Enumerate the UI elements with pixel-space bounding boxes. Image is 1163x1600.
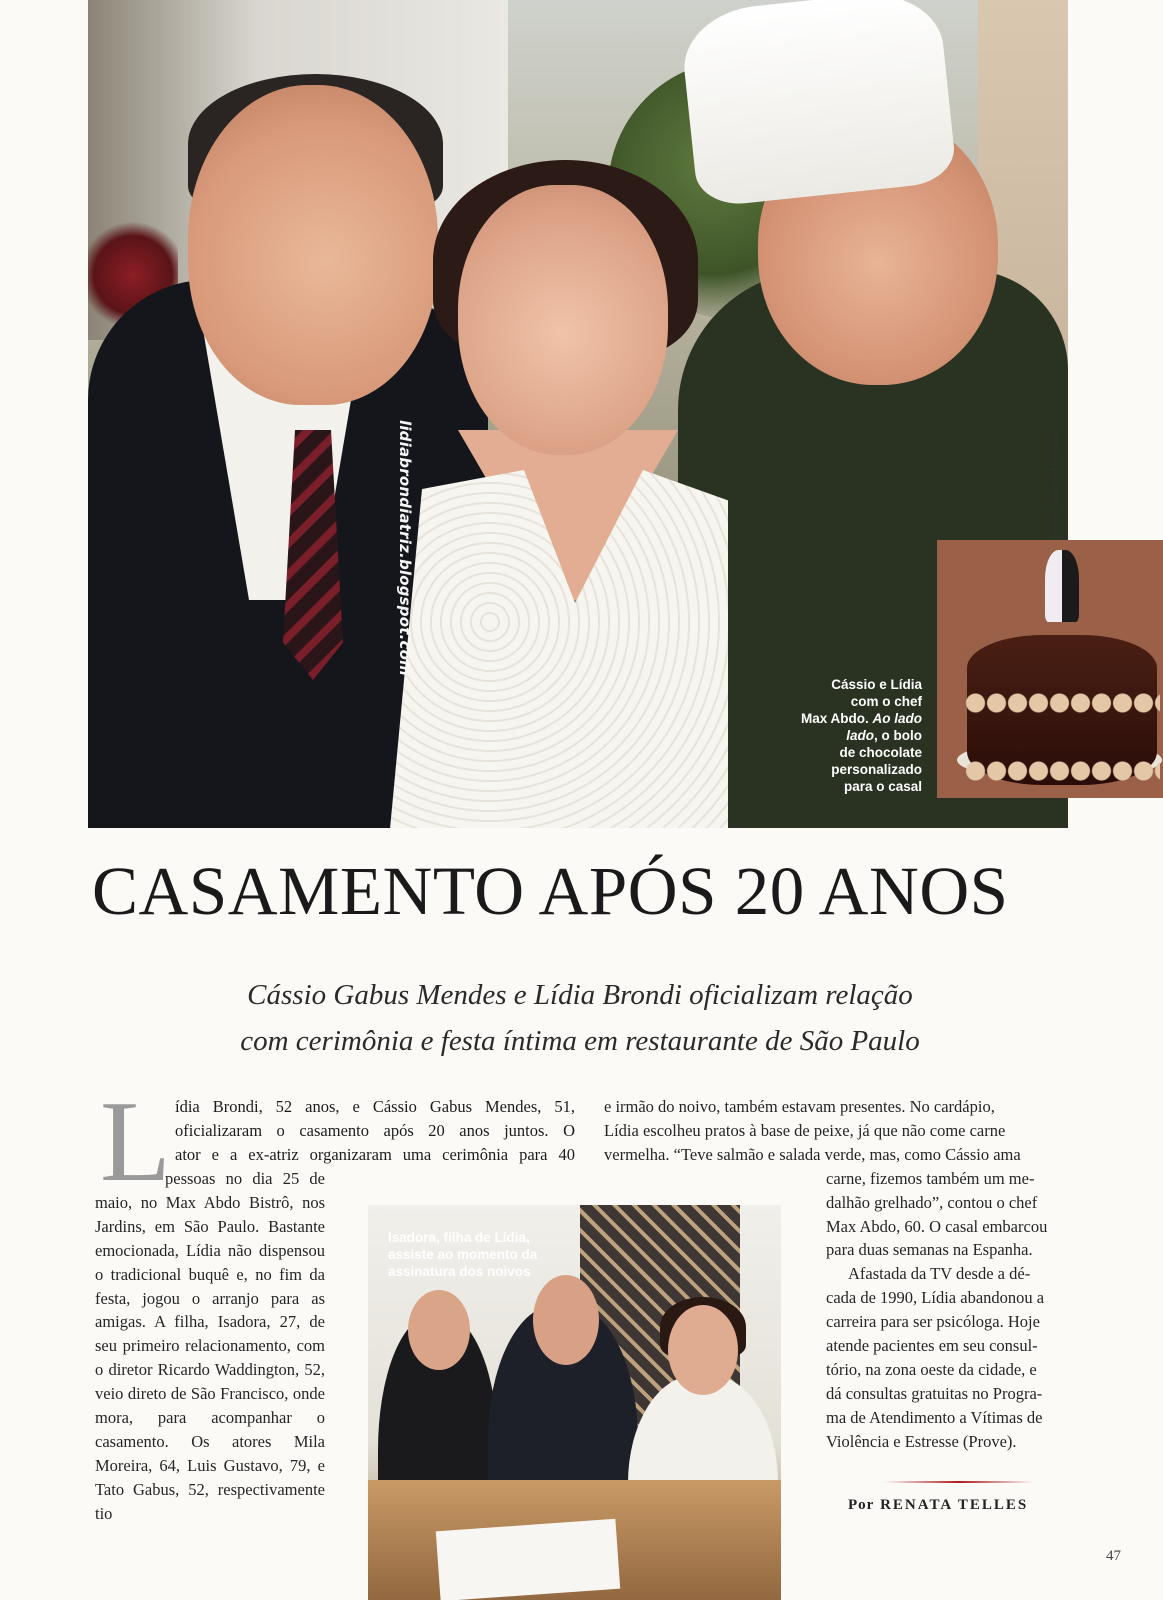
subheadline <box>100 972 1060 1064</box>
article-line: cada de 1990, Lídia abandonou a <box>826 1288 1045 1308</box>
subheadline-line: com cerimônia e festa íntima em restaurante de São Paulo <box>240 1025 920 1057</box>
caption-line: para o casal <box>843 779 922 794</box>
bride-face <box>458 185 668 455</box>
intro-line: ídia Brondi, 52 anos, e Cássio Gabus Mendes, 51, <box>175 1097 575 1116</box>
article-line: vermelha. “Teve salmão e salada verde, mas, como Cássio ama <box>604 1144 1021 1164</box>
daughter-face <box>408 1290 470 1370</box>
intro-lines <box>175 1095 575 1167</box>
byline-author: RENATA TELLES <box>880 1497 1029 1513</box>
caption-line: assinatura dos noivos <box>388 1264 531 1279</box>
caption-line: personalizado <box>831 762 922 777</box>
caption-line: Cássio e Lídia <box>831 677 922 692</box>
caption-line: assiste ao momento da <box>388 1247 538 1262</box>
article-line: carne, fizemos também um me- <box>826 1168 1035 1188</box>
article-line: ma de Atendimento a Vítimas de <box>826 1407 1043 1427</box>
article-paragraph: pessoas no dia 25 de maio, no Max Abdo Bistrô, nos Jardins, em São Paulo. Bastante emocionada, Lídia não dispensou o tradicional buquê e, no fim da festa, jogou o arranjo para as amigas. A filha, Isadora, 27, de seu primeiro relacionamento, com o diretor Ricardo Waddington, 52, veio direto de São Francisco, onde mora, para acompanhar o casamento. Os atores Mila Moreira, 64, Luis Gustavo, 79, e Tato Gabus, 52, respectivamente tio <box>95 1169 325 1523</box>
photo-credit: FOTOS: ARQUIVO PESSOAL <box>1051 429 1060 538</box>
chef-hat <box>679 0 958 208</box>
article-line: atende pacientes em seu consul- <box>826 1336 1038 1356</box>
cake-decoration-top <box>965 690 1160 716</box>
cake-decoration-bottom <box>965 758 1160 784</box>
subheadline-line: Cássio Gabus Mendes e Lídia Brondi oficializam relação <box>247 979 913 1011</box>
groom-signing-face <box>533 1275 599 1365</box>
article-line: Violência e Estresse (Prove). <box>826 1431 1017 1451</box>
article-column-1 <box>95 1167 325 1526</box>
marriage-document <box>436 1519 620 1600</box>
caption-italic: Ao lado <box>872 711 922 726</box>
caption-line: de chocolate <box>839 745 922 760</box>
main-photo-caption <box>792 676 922 795</box>
caption-line: com o chef <box>850 694 922 709</box>
article-line: para duas semanas na Espanha. <box>826 1240 1033 1260</box>
intro-line: ator e a ex-atriz organizaram uma cerimônia para 40 <box>175 1144 575 1164</box>
byline <box>848 1497 1028 1514</box>
signing-photo-caption <box>388 1229 568 1280</box>
drop-cap: L <box>100 1078 171 1206</box>
article-line: Afastada da TV desde a dé- <box>848 1264 1031 1284</box>
article-line: dalhão grelhado”, contou o chef <box>826 1192 1038 1212</box>
caption-text: , o bolo <box>874 728 922 743</box>
cake-topper <box>1045 550 1079 622</box>
bride-signing-face <box>668 1305 738 1395</box>
article-line: dá consultas gratuitas no Progra- <box>826 1383 1043 1403</box>
article-line: carreira para ser psicóloga. Hoje <box>826 1312 1040 1332</box>
intro-line: oficializaram o casamento após 20 anos juntos. O <box>175 1120 575 1140</box>
caption-line <box>792 710 922 727</box>
blog-watermark: lidiabrondiatriz.blogspot.com <box>396 420 414 676</box>
caption-line: Isadora, filha de Lídia, <box>388 1230 530 1245</box>
groom-face <box>188 85 438 405</box>
byline-prefix: Por <box>848 1497 875 1513</box>
article-line: Lídia escolheu pratos à base de peixe, já que não come carne <box>604 1120 1006 1140</box>
article-line: Max Abdo, 60. O casal embarcou <box>826 1216 1048 1236</box>
headline: CASAMENTO APÓS 20 ANOS <box>92 853 1009 929</box>
article-line: e irmão do noivo, também estavam presentes. No cardápio, <box>604 1097 995 1116</box>
byline-divider <box>884 1481 1034 1483</box>
caption-line: lado, o bolo <box>846 728 922 743</box>
page-number: 47 <box>1106 1548 1121 1564</box>
article-line: tório, na zona oeste da cidade, e <box>826 1359 1037 1379</box>
caption-text: Max Abdo. <box>800 711 869 726</box>
cake-photo <box>937 540 1163 798</box>
